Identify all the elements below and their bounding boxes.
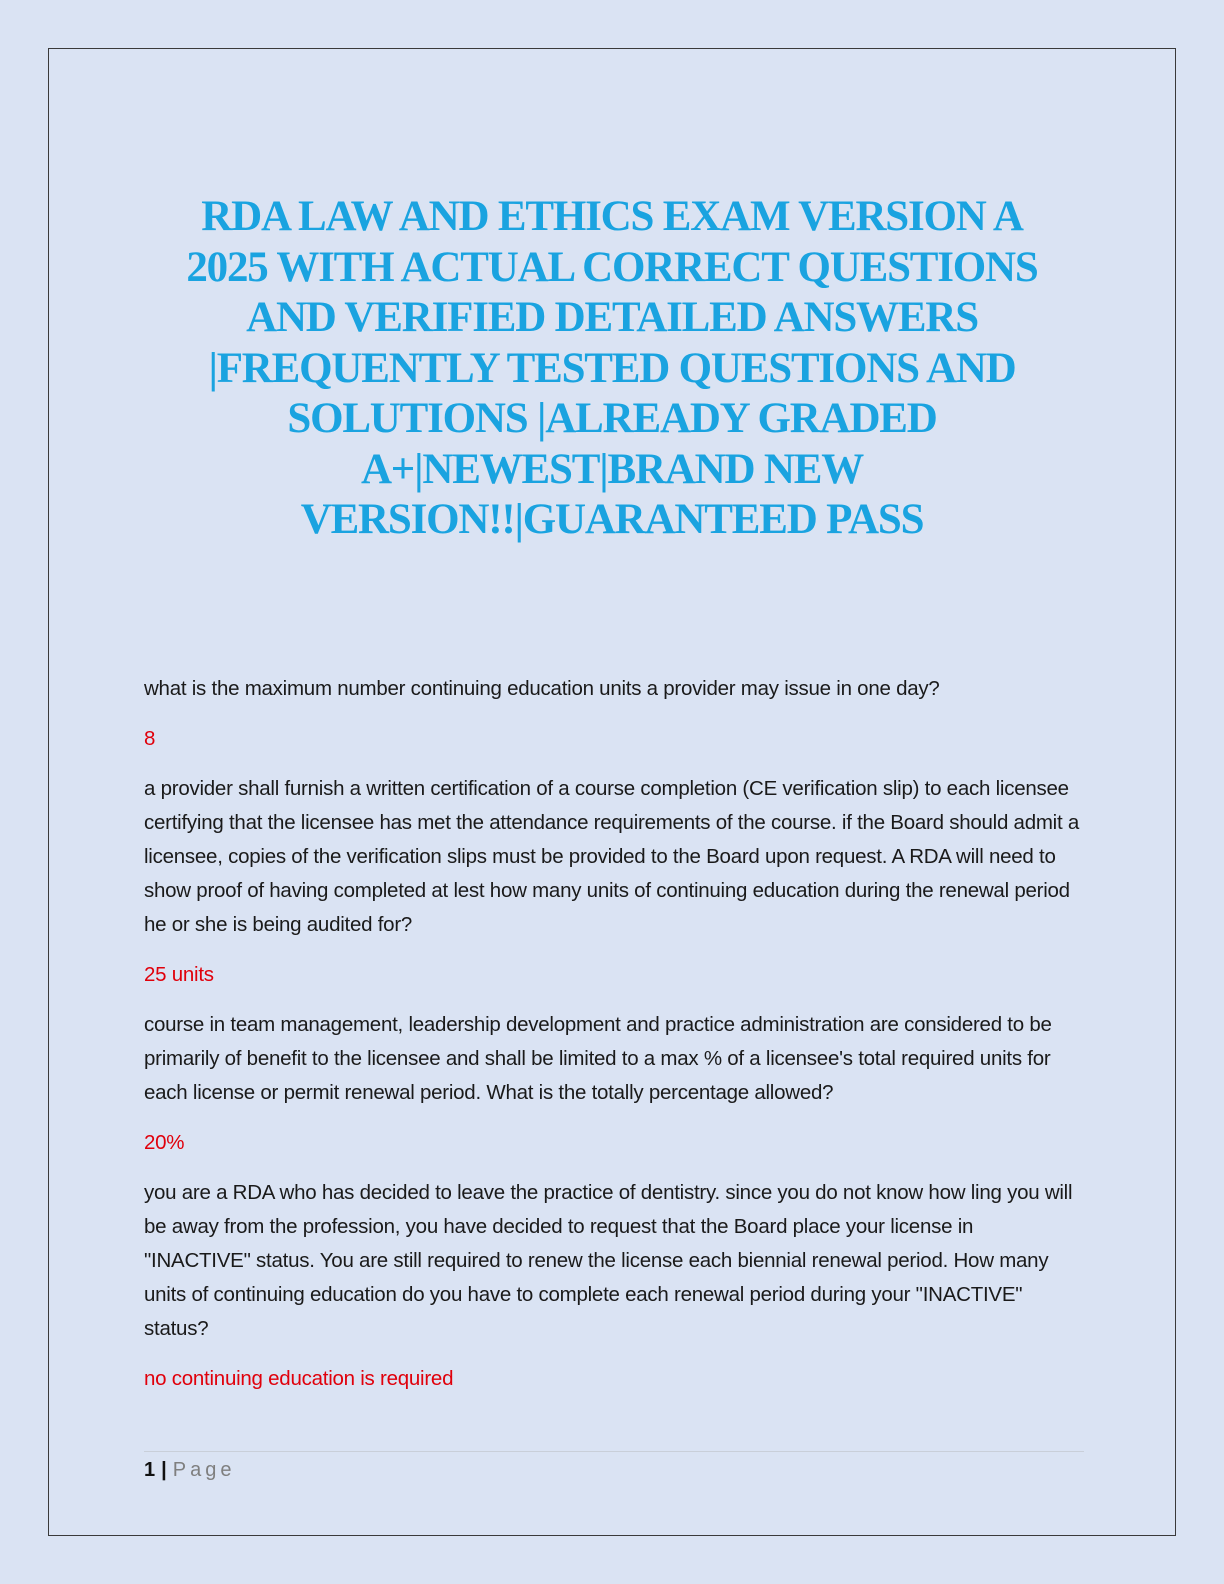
- answer-text: 20%: [144, 1131, 185, 1154]
- footer-divider: [144, 1451, 1084, 1452]
- title-line: |FREQUENTLY TESTED QUESTIONS AND: [208, 344, 1016, 392]
- title-line: AND VERIFIED DETAILED ANSWERS: [246, 294, 978, 341]
- question-text: a provider shall furnish a written certification of a course completion (CE verification slip) to each licensee certifying that the licensee has met the attendance requirements of the course. if the Board should admit a licensee, copies of the verification slips must be provided to the Board upon request. A RDA will need to show proof of having completed at lest how many units of continuing education during the renewal period he or she is being audited for?: [144, 777, 1080, 936]
- question-text: course in team management, leadership development and practice administration are considered to be primarily of benefit to the licensee and shall be limited to a max % of a licensee's total required units for each license or permit renewal period. What is the totally percentage allowed?: [144, 1013, 1052, 1104]
- answer-text: 25 units: [144, 963, 214, 986]
- answer-text: 8: [144, 727, 156, 750]
- question-text: you are a RDA who has decided to leave the practice of dentistry. since you do not know how ling you will be away from the profession, you have decided to request that the Board place your license in "INACTIVE" status. You are still required to renew the license each biennial renewal period. How many units of continuing education do you have to complete each renewal period during your "INACTIVE" status?: [144, 1181, 1073, 1340]
- page-number: 1: [144, 1459, 156, 1481]
- page-label: Page: [172, 1459, 236, 1481]
- footer-separator: |: [161, 1459, 167, 1481]
- title-line: SOLUTIONS |ALREADY GRADED: [287, 395, 937, 442]
- answer-text: no continuing education is required: [144, 1367, 454, 1390]
- qa-list: [144, 672, 1084, 1412]
- title-line: 2025 WITH ACTUAL CORRECT QUESTIONS: [186, 243, 1038, 291]
- title-line: A+|NEWEST|BRAND NEW: [360, 445, 864, 493]
- page-footer: [144, 1456, 235, 1484]
- title-line: VERSION!!|GUARANTEED PASS: [300, 496, 924, 543]
- question-text: what is the maximum number continuing education units a provider may issue in one day?: [144, 677, 940, 700]
- title-line: RDA LAW AND ETHICS EXAM VERSION A: [201, 193, 1023, 240]
- document-title: [150, 192, 1074, 546]
